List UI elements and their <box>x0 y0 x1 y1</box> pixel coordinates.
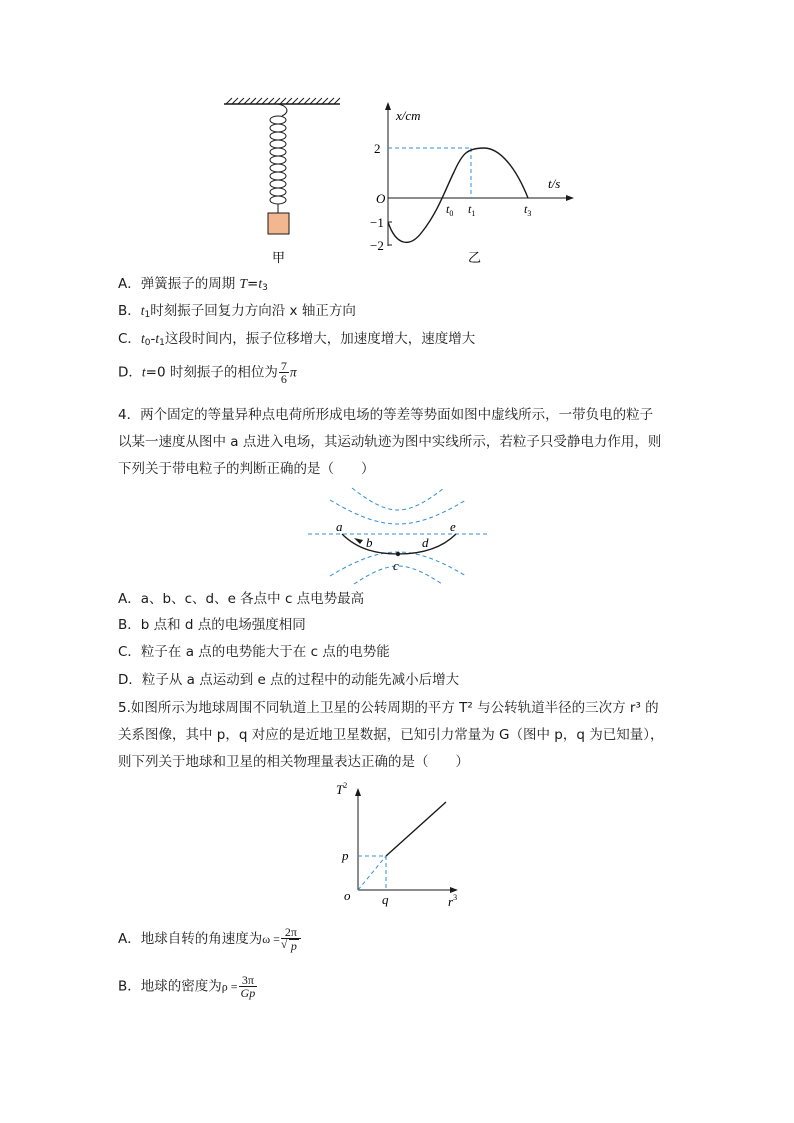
q4-option-c: C．粒子在 a 点的电势能大于在 c 点的电势能 <box>118 644 390 660</box>
q5-option-a: A．地球自转的角速度为ω = 2π √ p <box>118 926 302 952</box>
origin-o: o <box>344 888 351 903</box>
q4-stem-line2: 以某一速度从图中 a 点进入电场，其运动轨迹为图中实线所示，若粒子只受静电力作用，则 <box>118 434 662 450</box>
point-c-dot <box>396 552 400 556</box>
omega-fraction: 2π √ p <box>281 926 301 952</box>
q4-option-a: A．a、b、c、d、e 各点中 c 点电势最高 <box>118 591 365 607</box>
figure-oscillator <box>210 88 590 266</box>
q4-option-d: D．粒子从 a 点运动到 e 点的过程中的动能先减小后增大 <box>118 672 460 688</box>
q3-option-b: B．$t_1$时刻振子回复力方向沿 x 轴正方向 <box>118 303 356 320</box>
q5-option-b: B．地球的密度为ρ = $\frac{3\pi}{Gp}$ <box>118 973 256 1000</box>
t1-sub: 1 <box>471 209 476 218</box>
t3-sub: 3 <box>527 209 532 218</box>
t2-r3-line <box>386 802 446 856</box>
svg-text:t1 <box>468 202 475 218</box>
q3-option-c: C．$t_0-t_1$这段时间内，振子位移增大，加速度增大，速度增大 <box>118 331 476 348</box>
spring <box>270 104 287 213</box>
y-axis-label: x/cm <box>396 108 421 123</box>
axis-y-sup: 2 <box>343 781 348 790</box>
ceiling-hatch <box>224 98 340 104</box>
svg-text:t0 <box>446 202 453 218</box>
q4-option-b: B．b 点和 d 点的电场强度相同 <box>118 617 306 633</box>
q3-option-a: A．弹簧振子的周期 $T=t_3$ <box>118 276 268 293</box>
t1-label: t <box>468 202 472 216</box>
axis-x-label: r <box>448 894 454 909</box>
label-yi: 乙 <box>468 250 482 265</box>
displacement-curve <box>388 148 528 242</box>
xt-graph <box>370 102 574 265</box>
q4-stem-line1: 4．两个固定的等量异种点电荷所形成电场的等差等势面如图中虚线所示，一带负电的粒子 <box>118 407 654 423</box>
label-q: q <box>382 892 389 907</box>
q5-stem-line2: 关系图像，其中 p，q 对应的是近地卫星数据，已知引力常量为 G（图中 p，q 为已知量）， <box>118 727 664 743</box>
q3-option-d: D．t=0 时刻振子的相位为 $\frac{7}{6}$ π <box>118 359 297 386</box>
label-p: p <box>342 848 349 863</box>
x-axis-label: t/s <box>548 176 561 191</box>
label-d: d <box>422 535 429 550</box>
t0-label: t <box>446 202 450 216</box>
label-c: c <box>393 558 399 573</box>
mass-block <box>268 213 289 234</box>
t3-label: t <box>524 202 528 216</box>
t0-sub: 0 <box>449 209 454 218</box>
label-a: a <box>336 519 343 534</box>
axis-x-sup: 3 <box>453 893 458 902</box>
svg-text:r3 <box>448 893 457 909</box>
label-e: e <box>450 519 456 534</box>
q4-stem-line3: 下列关于带电粒子的判断正确的是（ ） <box>118 461 375 477</box>
label-jia: 甲 <box>272 250 286 265</box>
q5-stem-line1: 5.如图所示为地球周围不同轨道上卫星的公转周期的平方 T² 与公转轨道半径的三次方 r³ 的 <box>118 700 659 716</box>
axis-y-label: T <box>336 782 344 797</box>
trajectory-arrow <box>354 538 363 544</box>
particle-trajectory <box>342 534 456 554</box>
label-b: b <box>366 535 373 550</box>
figure-equipotential <box>300 480 500 585</box>
tick-minus-2: −2 <box>370 238 384 253</box>
q5-stem-line3: 则下列关于地球和卫星的相关物理量表达正确的是（ ） <box>118 754 469 770</box>
figure-t2-r3 <box>330 780 470 910</box>
tick-2: 2 <box>374 141 381 156</box>
svg-text:t3 <box>524 202 531 218</box>
tick-minus-1: −1 <box>370 215 384 230</box>
svg-text:T2 <box>336 781 347 797</box>
phase-fraction: $\frac{7}{6}$ <box>280 359 287 386</box>
rho-fraction: $\frac{3\pi}{Gp}$ <box>240 973 256 1000</box>
origin-label: O <box>376 191 386 206</box>
